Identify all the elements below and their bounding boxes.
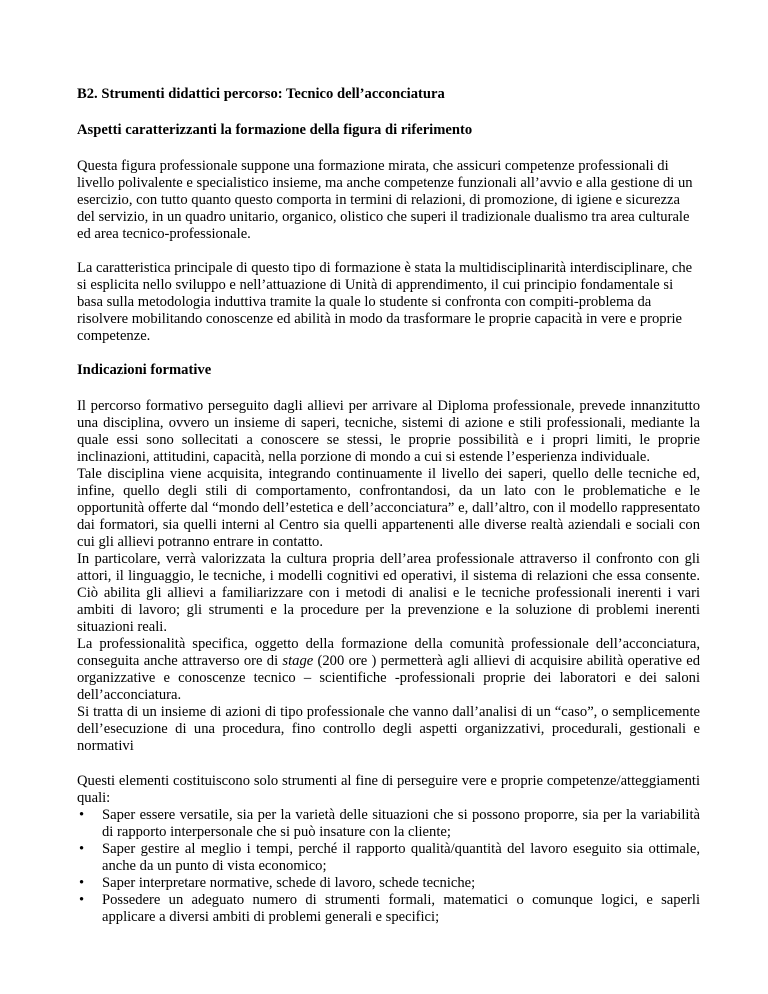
bullet-icon: • xyxy=(79,807,85,823)
bullet-icon: • xyxy=(79,841,85,857)
list-item-text: Saper gestire al meglio i tempi, perché il rapporto qualità/quantità del lavoro eseguito sia ottimale, anche da un punto di vista economico; xyxy=(102,841,700,874)
list-item xyxy=(77,892,700,926)
paragraph: Questa figura professionale suppone una formazione mirata, che assicuri competenze professionali di livello polivalente e specialistico insieme, ma anche competenze funzionali all’avvio e alla gestione di un esercizio, con tutto quanto questo comporta in termini di relazioni, di promozione, di igiene e sicurezza del servizio, in un quadro unitario, organico, olistico che superi il tradizionale dualismo tra area culturale ed area tecnico-professionale. xyxy=(77,158,693,242)
competence-list xyxy=(77,807,700,926)
paragraph: Si tratta di un insieme di azioni di tipo professionale che vanno dall’analisi di un “caso”, o semplicemente dell’esecuzione di una procedura, fino controllo degli aspetti organizzativi, procedurali, gestionali e normativi xyxy=(77,704,700,754)
bullet-icon: • xyxy=(79,892,85,908)
stage-emphasis: stage xyxy=(282,653,314,669)
list-item xyxy=(77,875,700,892)
paragraph: La caratteristica principale di questo tipo di formazione è stata la multidisciplinarità interdisciplinare, che si esplicita nello sviluppo e nell’attuazione di Unità di apprendimento, il cui principio fondamentale si basa sulla metodologia induttiva tramite la quale lo studente si confronta con compiti-problema da risolvere mobilitando conoscenze ed abilità in modo da trasformare le proprie capacità in vere e proprie competenze. xyxy=(77,260,693,344)
list-item xyxy=(77,807,700,841)
list-item-text: Possedere un adeguato numero di strumenti formali, matematici o comunque logici, e saperli applicare a diversi ambiti di problemi generali e specifici; xyxy=(102,892,700,925)
paragraph: Il percorso formativo perseguito dagli allievi per arrivare al Diploma professionale, prevede innanzitutto una disciplina, ovvero un insieme di saperi, tecniche, sistemi di azione e stili professionali, mediante la quale essi sono sollecitati a conoscere se stessi, le proprie possibilità e i propri limiti, le proprie inclinazioni, attitudini, capacità, nella porzione di mondo a cui si estende l’esperienza individuale. xyxy=(77,398,700,465)
bullet-icon: • xyxy=(79,875,85,891)
list-item-text: Saper interpretare normative, schede di lavoro, schede tecniche; xyxy=(102,875,476,891)
list-item-text: Saper essere versatile, sia per la varietà delle situazioni che si possono proporre, sia per la variabilità di rapporto interpersonale che si può insature con la cliente; xyxy=(102,807,700,840)
paragraph: Questi elementi costituiscono solo strumenti al fine di perseguire vere e proprie competenze/atteggiamenti quali: xyxy=(77,773,700,806)
list-item xyxy=(77,841,700,875)
paragraph-text: (200 ore ) permetterà agli allievi di acquisire abilità operative ed organizzative e conoscenze tecnico – scientifiche -professionali proprie dei laboratori e dei saloni dell’acconciatura. xyxy=(77,653,700,703)
paragraph: Tale disciplina viene acquisita, integrando continuamente il livello dei saperi, quello delle tecniche ed, infine, quello degli stili di comportamento, confrontandosi, da un lato con le problematiche e le opportunità offerte dal “mondo dell’estetica e dell’acconciatura” e, dall’altro, con il modello rappresentato dai formatori, sia quelli interni al Centro sia quelli appartenenti alle diverse realtà aziendali e sociali con cui gli allievi potranno entrare in contatto. xyxy=(77,466,700,550)
section-heading-aspetti: Aspetti caratterizzanti la formazione della figura di riferimento xyxy=(77,122,473,138)
document-title: B2. Strumenti didattici percorso: Tecnico dell’acconciatura xyxy=(77,86,445,102)
paragraph-stage xyxy=(77,636,700,704)
paragraph: In particolare, verrà valorizzata la cultura propria dell’area professionale attraverso il confronto con gli attori, il linguaggio, le tecniche, i modelli cognitivi ed operativi, il sistema di relazioni che essa consente. Ciò abilita gli allievi a familiarizzare con i metodi di analisi e le tecniche professionali inerenti i vari ambiti di lavoro; gli strumenti e la procedure per la prevenzione e la soluzione di problemi inerenti situazioni reali. xyxy=(77,551,700,635)
section-heading-indicazioni: Indicazioni formative xyxy=(77,362,212,378)
paragraph-text: La professionalità specifica, oggetto della formazione della comunità professionale dell’acconciatura, conseguita anche attraverso ore di xyxy=(77,636,700,669)
